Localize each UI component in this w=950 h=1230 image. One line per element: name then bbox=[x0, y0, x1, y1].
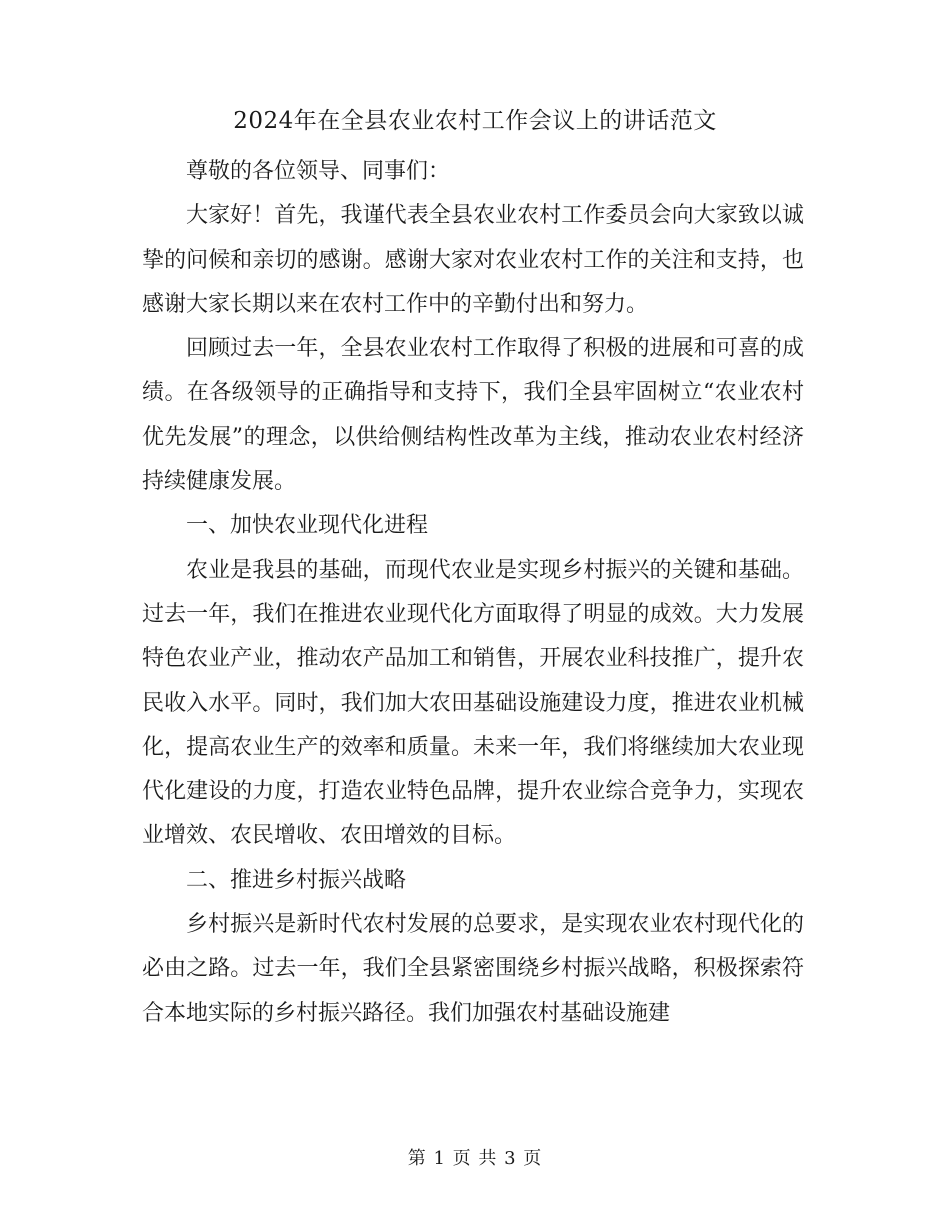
paragraph-review: 回顾过去一年，全县农业农村工作取得了积极的进展和可喜的成绩。在各级领导的正确指导和支持下，我们全县牢固树立“农业农村优先发展”的理念，以供给侧结构性改革为主线，推动农业农村经济持续健康发展。 bbox=[142, 336, 804, 495]
page-footer: 第 1 页 共 3 页 bbox=[407, 1148, 543, 1169]
document-body bbox=[142, 150, 804, 1036]
section-heading-2: 二、推进乡村振兴战略 bbox=[186, 867, 407, 893]
paragraph-modernization: 农业是我县的基础，而现代农业是实现乡村振兴的关键和基础。过去一年，我们在推进农业现代化方面取得了明显的成效。大力发展特色农业产业，推动农产品加工和销售，开展农业科技推广，提升农民收入水平。同时，我们加大农田基础设施建设力度，推进农业机械化，提高农业生产的效率和质量。未来一年，我们将继续加大农业现代化建设的力度，打造农业特色品牌，提升农业综合竞争力，实现农业增效、农民增收、农田增效的目标。 bbox=[142, 557, 804, 849]
document-title: 2024年在全县农业农村工作会议上的讲话范文 bbox=[233, 108, 717, 134]
salutation: 尊敬的各位领导、同事们： bbox=[186, 159, 451, 184]
section-heading-1: 一、加快农业现代化进程 bbox=[186, 513, 429, 539]
paragraph-greeting: 大家好！首先，我谨代表全县农业农村工作委员会向大家致以诚挚的问候和亲切的感谢。感谢大家对农业农村工作的关注和支持，也感谢大家长期以来在农村工作中的辛勤付出和努力。 bbox=[142, 203, 804, 317]
paragraph-revitalization: 乡村振兴是新时代农村发展的总要求，是实现农业农村现代化的必由之路。过去一年，我们全县紧密围绕乡村振兴战略，积极探索符合本地实际的乡村振兴路径。我们加强农村基础设施建 bbox=[142, 912, 804, 1026]
